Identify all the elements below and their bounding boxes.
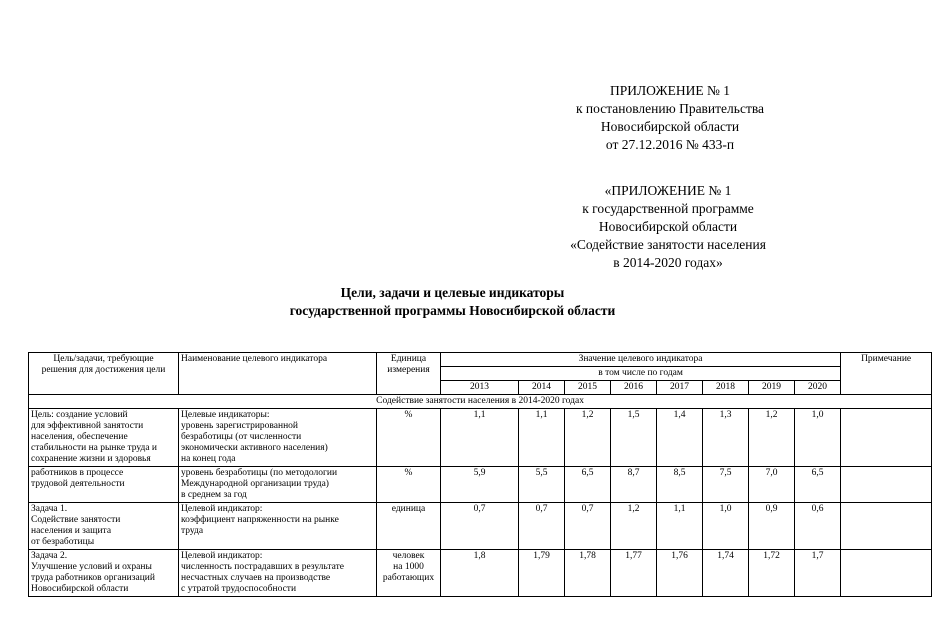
row-value-2020: 1,0 <box>795 409 841 467</box>
row-indicator: Целевой индикатор: численность пострадавших в результате несчастных случаев на производстве с утратой трудоспособности <box>179 550 377 597</box>
header-year-2019: 2019 <box>749 381 795 395</box>
header-value: Значение целевого индикатора <box>441 353 841 367</box>
row-value-2016: 1,2 <box>611 503 657 550</box>
appendix-program-line-4: «Содействие занятости населения <box>570 237 766 252</box>
row-value-2020: 1,7 <box>795 550 841 597</box>
row-goal: работников в процессе трудовой деятельности <box>29 467 179 503</box>
table-header-row-1 <box>29 353 932 367</box>
row-value-2016: 1,5 <box>611 409 657 467</box>
row-note <box>841 550 932 597</box>
table-row <box>29 550 932 597</box>
row-value-2019: 1,2 <box>749 409 795 467</box>
row-value-2016: 8,7 <box>611 467 657 503</box>
row-indicator: уровень безработицы (по методологии Международной организации труда) в среднем за год <box>179 467 377 503</box>
row-value-2017: 1,4 <box>657 409 703 467</box>
row-value-2020: 0,6 <box>795 503 841 550</box>
row-value-2018: 7,5 <box>703 467 749 503</box>
row-value-2017: 8,5 <box>657 467 703 503</box>
row-value-2013: 1,8 <box>441 550 519 597</box>
row-unit: единица <box>377 503 441 550</box>
header-year-2014: 2014 <box>519 381 565 395</box>
header-year-2020: 2020 <box>795 381 841 395</box>
table-row <box>29 409 932 467</box>
header-year-2018: 2018 <box>703 381 749 395</box>
row-value-2014: 1,1 <box>519 409 565 467</box>
header-year-2013: 2013 <box>441 381 519 395</box>
row-value-2013: 5,9 <box>441 467 519 503</box>
row-value-2014: 0,7 <box>519 503 565 550</box>
row-goal: Цель: создание условий для эффективной занятости населения, обеспечение стабильности на рынке труда и сохранение жизни и здоровья <box>29 409 179 467</box>
row-goal: Задача 1. Содействие занятости населения и защита от безработицы <box>29 503 179 550</box>
appendix-resolution-line-1: ПРИЛОЖЕНИЕ № 1 <box>609 83 731 98</box>
row-value-2019: 1,72 <box>749 550 795 597</box>
appendix-program-line-2: к государственной программе <box>582 201 754 216</box>
indicators-table-wrapper <box>28 352 912 597</box>
row-value-2018: 1,3 <box>703 409 749 467</box>
row-value-2013: 0,7 <box>441 503 519 550</box>
row-value-2017: 1,1 <box>657 503 703 550</box>
row-value-2016: 1,77 <box>611 550 657 597</box>
appendix-program-line-3: Новосибирской области <box>598 219 738 234</box>
header-note: Примечание <box>841 353 932 395</box>
header-year-2015: 2015 <box>565 381 611 395</box>
appendix-resolution-line-4: от 27.12.2016 № 433-п <box>605 137 735 152</box>
header-goals: Цель/задачи, требующие решения для достижения цели <box>29 353 179 395</box>
row-note <box>841 409 932 467</box>
header-year-2016: 2016 <box>611 381 657 395</box>
row-value-2015: 1,78 <box>565 550 611 597</box>
header-unit: Единица измерения <box>377 353 441 395</box>
table-row <box>29 467 932 503</box>
row-value-2019: 7,0 <box>749 467 795 503</box>
header-indicator-name: Наименование целевого индикатора <box>179 353 377 395</box>
row-value-2014: 1,79 <box>519 550 565 597</box>
row-value-2014: 5,5 <box>519 467 565 503</box>
document-title-line-1: Цели, задачи и целевые индикаторы <box>340 285 565 300</box>
row-note <box>841 467 932 503</box>
appendix-resolution-line-2: к постановлению Правительства <box>575 101 765 116</box>
appendix-program-block <box>498 182 838 272</box>
row-value-2013: 1,1 <box>441 409 519 467</box>
appendix-program-line-5: в 2014-2020 годах» <box>613 255 723 270</box>
row-value-2015: 0,7 <box>565 503 611 550</box>
row-indicator: Целевой индикатор: коэффициент напряженности на рынке труда <box>179 503 377 550</box>
document-title-line-2: государственной программы Новосибирской области <box>289 303 616 318</box>
document-title <box>180 284 725 320</box>
row-unit: % <box>377 409 441 467</box>
table-section-row <box>29 395 932 409</box>
row-indicator: Целевые индикаторы: уровень зарегистрированной безработицы (от численности экономически активного населения) на конец года <box>179 409 377 467</box>
row-value-2015: 1,2 <box>565 409 611 467</box>
row-unit: % <box>377 467 441 503</box>
row-value-2018: 1,74 <box>703 550 749 597</box>
header-year-2017: 2017 <box>657 381 703 395</box>
appendix-resolution-line-3: Новосибирской области <box>600 119 740 134</box>
appendix-resolution-block <box>500 82 840 154</box>
appendix-program-line-1: «ПРИЛОЖЕНИЕ № 1 <box>604 183 732 198</box>
header-by-years: в том числе по годам <box>441 367 841 381</box>
row-value-2018: 1,0 <box>703 503 749 550</box>
row-value-2020: 6,5 <box>795 467 841 503</box>
row-note <box>841 503 932 550</box>
row-value-2015: 6,5 <box>565 467 611 503</box>
indicators-table <box>28 352 932 597</box>
row-value-2019: 0,9 <box>749 503 795 550</box>
row-goal: Задача 2. Улучшение условий и охраны труда работников организаций Новосибирской области <box>29 550 179 597</box>
row-unit: человек на 1000 работающих <box>377 550 441 597</box>
table-row <box>29 503 932 550</box>
row-value-2017: 1,76 <box>657 550 703 597</box>
section-title: Содействие занятости населения в 2014-2020 годах <box>29 395 932 409</box>
